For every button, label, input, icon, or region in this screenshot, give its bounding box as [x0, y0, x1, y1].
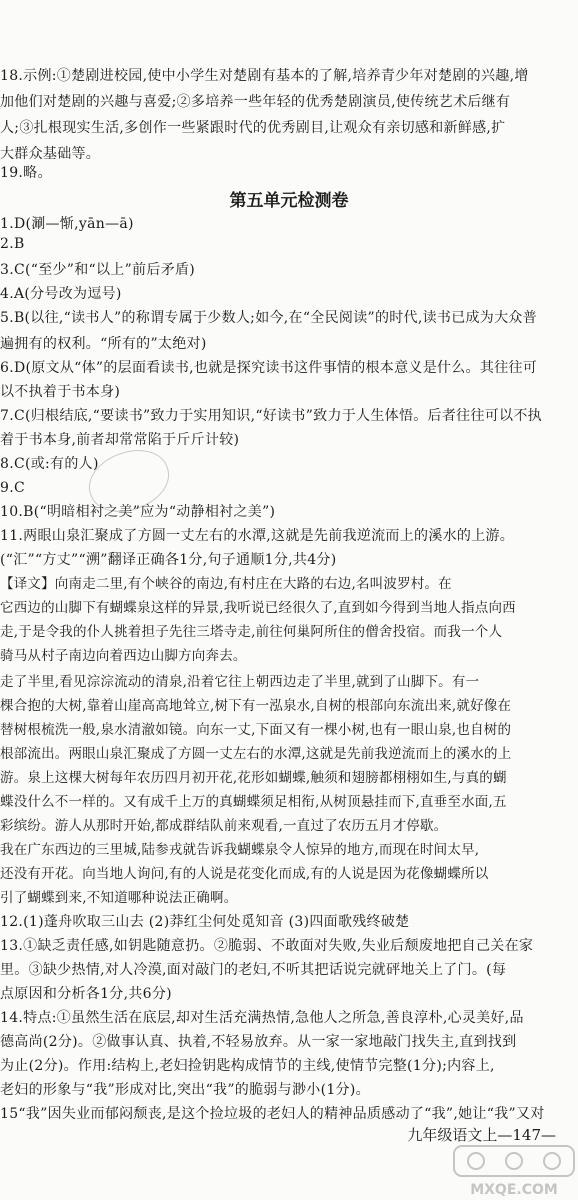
- answer-5b: 遍拥有的权利。“所有的”太绝对): [0, 336, 207, 352]
- line-18b: 加他们对楚剧的兴趣与喜爱;②多培养一些年轻的优秀楚剧演员,使传统艺术后继有: [0, 94, 511, 110]
- answer-11a: 11.两眼山泉汇聚成了方圆一丈左右的水潭,这就是先前我逆流而上的溪水的上游。: [0, 528, 515, 544]
- section-title: 第五单元检测卷: [229, 191, 349, 211]
- answer-6a: 6.D(原文从“体”的层面看读书,也就是探究读书这件事情的根本意义是什么。其往往可: [0, 360, 538, 376]
- translation-line-5: 走了半里,看见淙淙流动的清泉,沿着它往上朝西边走了半里,就到了山脚下。有一: [0, 674, 480, 690]
- line-18c: 人;③扎根现实生活,多创作一些紧跟时代的优秀剧目,让观众有亲切感和新鲜感,扩: [0, 120, 506, 136]
- answer-1: 1.D(涮—惭,yān—ā): [0, 216, 134, 232]
- translation-line-10: 蝶没什么不一样的。又有成千上万的真蝴蝶须足相衔,从树顶悬挂而下,直垂至水面,五: [0, 794, 507, 810]
- answer-5a: 5.B(以往,“读书人”的称谓专属于少数人;如今,在“全民阅读”的时代,读书已成为大众普: [0, 310, 538, 326]
- answer-6b: 以不执着于书本身): [0, 384, 121, 400]
- answer-11b: (“汇”“方丈”“溯”翻译正确各1分,句子通顺1分,共4分): [0, 552, 337, 568]
- answer-12: 12.(1)蓬舟吹取三山去 (2)莽红尘何处觅知音 (3)四面歌残终破楚: [0, 914, 410, 930]
- translation-line-6: 棵合抱的大树,靠着山崖高高地耸立,树下有一泓泉水,自树的根部向东流出来,就好像在: [0, 698, 512, 714]
- translation-line-3: 走,于是令我的仆人挑着担子先往三塔寺走,前往何巢阿所住的僧舍投宿。而我一个人: [0, 624, 503, 640]
- translation-line-2: 它西边的山脚下有蝴蝶泉这样的异景,我听说已经很久了,直到如今得到当地人指点向西: [0, 600, 516, 616]
- watermark-logo: [450, 1140, 578, 1200]
- answer-14b: 德高尚(2分)。②做事认真、执着,不轻易放弃。从一家一家地敲门找失主,直到找到: [0, 1034, 517, 1050]
- translation-line-9: 游。泉上这棵大树每年农历四月初开花,花形如蝴蝶,触须和翅膀都栩栩如生,与真的蝴: [0, 770, 507, 786]
- translation-line-13: 还没有开花。向当地人询问,有的人说是花变化而成,有的人说是因为花像蝴蝶所以: [0, 866, 489, 882]
- answer-10: 10.B(“明暗相衬之美”应为“动静相衬之美”): [0, 504, 276, 520]
- translation-line-11: 彩缤纷。游人从那时开始,都成群结队前来观看,一直过了农历五月才停歇。: [0, 818, 448, 834]
- translation-line-1: 【译文】向南走二里,有个峡谷的南边,有村庄在大路的右边,名叫波罗村。在: [0, 576, 452, 592]
- answer-14c: 为止(2分)。作用:结构上,老妇捡钥匙构成情节的主线,使情节完整(1分);内容上,: [0, 1058, 495, 1074]
- answer-7a: 7.C(归根结底,“要读书”致力于实用知识,“好读书”致力于人生体悟。后者往往可以不执: [0, 408, 542, 424]
- answer-7b: 着于书本身,前者却常常陷于斤斤计较): [0, 432, 240, 448]
- translation-line-4: 骑马从村子南边向着西边山脚方向奔去。: [0, 648, 247, 664]
- answer-3: 3.C(“至少”和“以上”前后矛盾): [0, 262, 196, 278]
- answer-13c: 点原因和分析各1分,共6分): [0, 986, 172, 1002]
- answer-9: 9.C: [0, 480, 25, 496]
- watermark-text: MXQE.COM: [470, 1182, 558, 1198]
- translation-line-12: 我在广东西边的三里城,陆参戎就告诉我蝴蝶泉令人惊异的地方,而现在时间太早,: [0, 842, 480, 858]
- page-footer: 九年级语文上—147—: [407, 1126, 556, 1144]
- answer-14a: 14.特点:①虽然生活在底层,却对生活充满热情,急他人之所急,善良淳朴,心灵美好,品: [0, 1010, 524, 1026]
- answer-2: 2.B: [0, 236, 25, 252]
- translation-line-8: 根部流出。两眼山泉汇聚成了方圆一丈左右的水潭,这就是先前我逆流而上的溪水的上: [0, 746, 512, 762]
- line-18a: 18.示例:①楚剧进校园,使中小学生对楚剧有基本的了解,培养青少年对楚剧的兴趣,增: [0, 68, 529, 84]
- translation-line-14: 引了蝴蝶到来,不知道哪种说法正确啊。: [0, 890, 238, 906]
- line-18d: 大群众基础等。: [0, 146, 101, 162]
- answer-13b: 里。③缺少热情,对人冷漠,面对敲门的老妇,不听其把话说完就砰地关上了门。(每: [0, 962, 507, 978]
- answer-14d: 老妇的形象与“我”形成对比,突出“我”的脆弱与渺小(1分)。: [0, 1082, 370, 1098]
- line-19: 19.略。: [0, 165, 52, 181]
- answer-4: 4.A(分号改为逗号): [0, 286, 122, 302]
- answer-8: 8.C(或:有的人): [0, 456, 99, 472]
- translation-line-7: 替树根梳洗一般,泉水清澈如镜。向东一丈,下面又有一棵小树,也有一眼山泉,也自树的: [0, 722, 512, 738]
- answer-15: 15“我”因失业而郁闷颓丧,是这个捡垃圾的老妇人的精神品质感动了“我”,她让“我”又对: [0, 1106, 545, 1122]
- answer-13a: 13.①缺乏责任感,如钥匙随意扔。②脆弱、不敢面对失败,失业后颓废地把自己关在家: [0, 938, 534, 954]
